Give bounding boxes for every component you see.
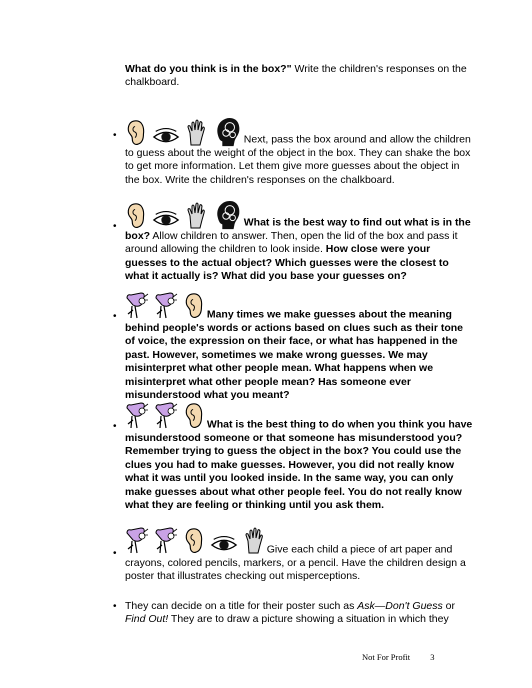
bullet: • <box>113 130 117 141</box>
hand-icon <box>185 202 207 230</box>
talking-figure-icon <box>154 292 178 320</box>
icon-row <box>125 292 207 322</box>
icon-row <box>125 402 207 432</box>
paragraph-poster-title <box>113 600 475 627</box>
ear-icon <box>183 527 205 555</box>
paragraph-text: Write the children's responses on the chalkboard. <box>125 63 467 89</box>
footer-text: Not For Profit <box>362 652 411 662</box>
bullet: • <box>113 311 117 322</box>
icon-row <box>125 527 267 557</box>
paragraph-text: Allow children to answer. Then, open the lid of the box and pass it around allowing the children to look inside. <box>125 230 458 256</box>
icon-row <box>125 200 244 230</box>
talking-figure-icon <box>154 527 178 555</box>
paragraph-text: They are to draw a picture showing a situation in which they <box>168 613 449 626</box>
paragraph-misunderstood <box>113 402 475 512</box>
paragraph-find-out <box>113 200 475 284</box>
eye-icon <box>210 535 238 555</box>
bullet: • <box>113 221 117 232</box>
talking-figure-icon <box>125 402 149 430</box>
bold-paragraph: What is the best thing to do when you think you have misunderstood someone or that someone has misunderstood you? Remember trying to guess the object in the box? You could use the clues you had to make guesses. However, you did not really know what it was until you looked inside. In the same way, you can only make guesses about what other people feel. You do not really know what they are feeling or thinking until you ask them. <box>125 418 473 512</box>
paragraph-text: Next, pass the box around and allow the children to guess about the weight of the object in the box. They can shake the box to get more information. Let them give more guesses about the object in the box. Write the children's responses on the chalkboard. <box>125 133 471 186</box>
paragraph-box-question <box>125 63 475 90</box>
paragraph-text: or <box>442 600 456 612</box>
hand-icon <box>243 527 265 555</box>
talking-figure-icon <box>154 402 178 430</box>
eye-icon <box>152 127 180 147</box>
head-profile-icon <box>212 117 242 147</box>
talking-figure-icon <box>125 527 149 555</box>
paragraph-text: Give each child a piece of art paper and crayons, colored pencils, markers, or a pencil. Have the children design a poster that illustrates checking out misperceptions. <box>125 543 466 583</box>
paragraph-guesses <box>113 292 475 402</box>
bold-question: How close were your guesses to the actual object? Which guesses were the closest to what it actually is? What did you base your guesses on? <box>125 243 449 283</box>
paragraph-weight <box>113 117 475 187</box>
eye-icon <box>152 210 180 230</box>
page-number: 3 <box>430 652 435 662</box>
bullet: • <box>113 548 117 559</box>
italic-title: Find Out! <box>125 613 169 626</box>
bullet: • <box>113 601 117 612</box>
ear-icon <box>183 402 205 430</box>
paragraph-art-paper <box>113 527 475 584</box>
bullet: • <box>113 421 117 432</box>
page-footer <box>362 652 435 662</box>
ear-icon <box>125 119 147 147</box>
paragraph-text: They can decide on a title for their poster such as <box>125 600 358 612</box>
bold-question: What do you think is in the box?" <box>125 63 292 75</box>
talking-figure-icon <box>125 292 149 320</box>
hand-icon <box>185 119 207 147</box>
bold-paragraph: Many times we make guesses about the meaning behind people's words or actions based on clues such as their tone of voice, the expression on their face, or what has happened in the past. However, sometimes we make wrong guesses. We may misinterpret what other people mean. What happens when we misinterpret what other people mean? Has someone ever misunderstood what you meant? <box>125 308 463 402</box>
bold-question: What is the best way to find out what is in the box? <box>125 216 471 242</box>
head-profile-icon <box>212 200 242 230</box>
italic-title: Ask—Don't Guess <box>357 600 443 612</box>
ear-icon <box>183 292 205 320</box>
icon-row <box>125 117 244 147</box>
ear-icon <box>125 202 147 230</box>
